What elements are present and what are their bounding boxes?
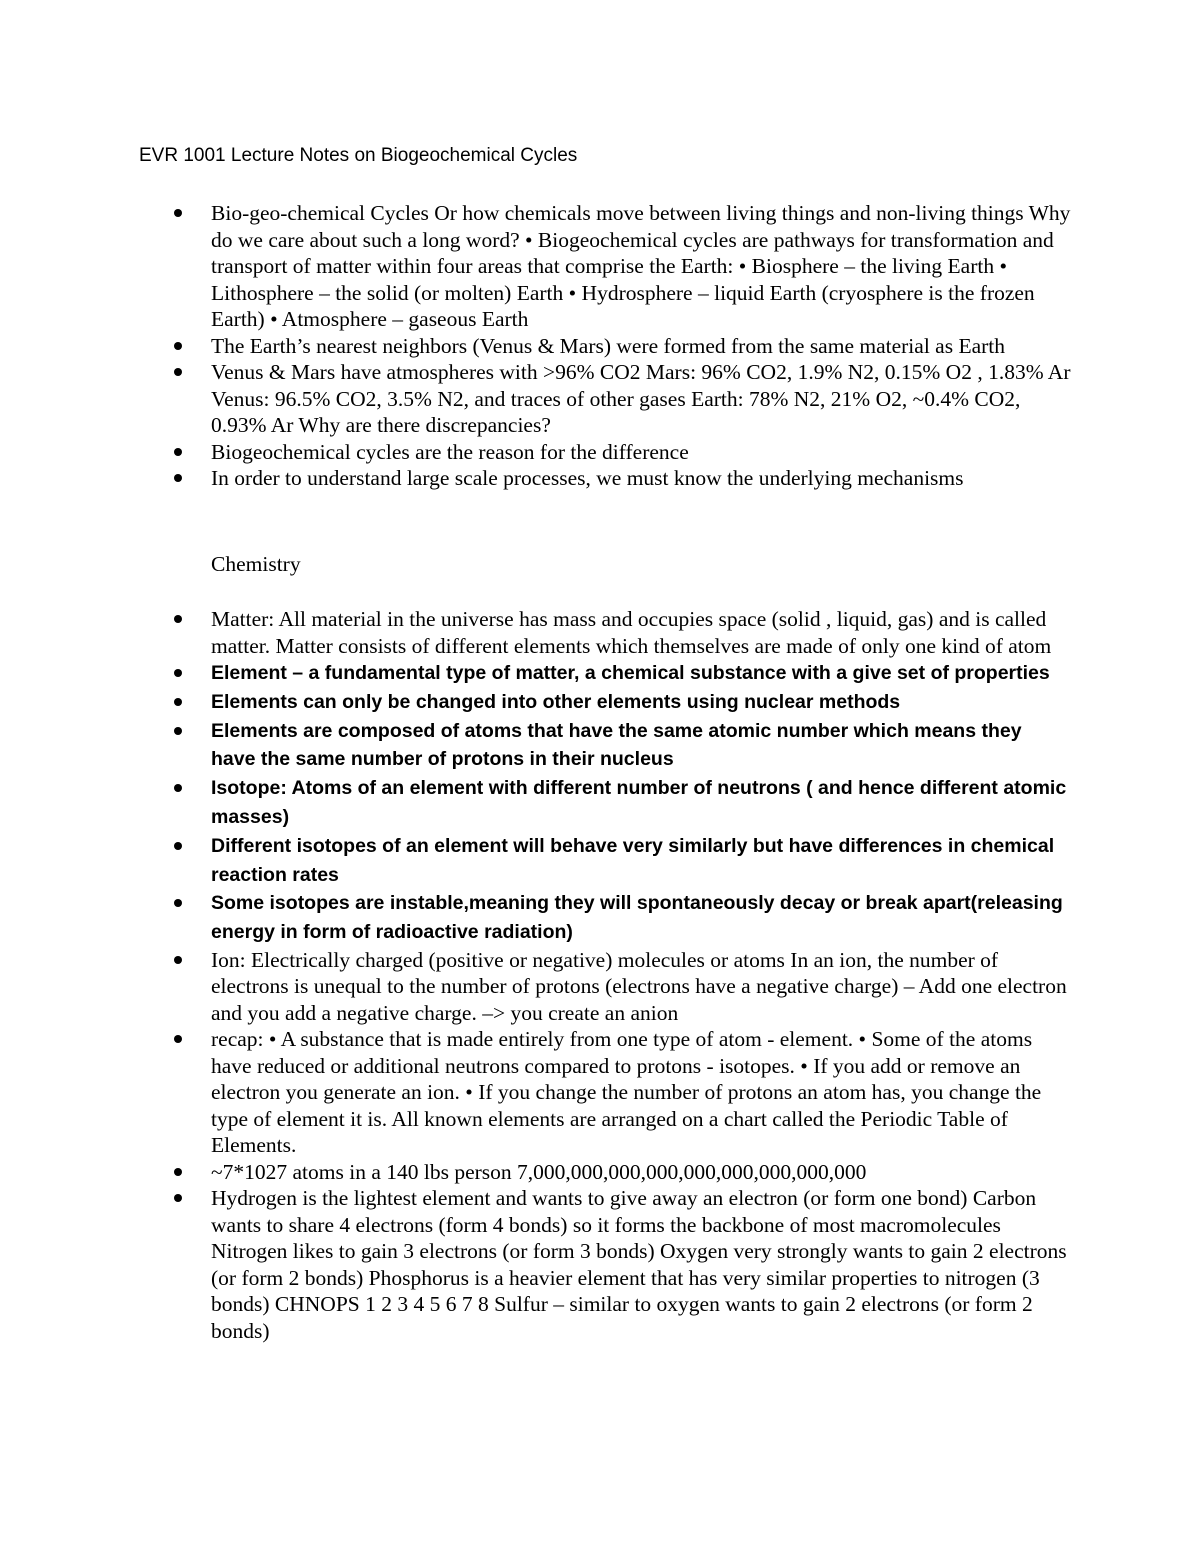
bullet-icon — [174, 899, 182, 907]
list-item — [211, 465, 1071, 492]
list-item-text: recap: • A substance that is made entirely from one type of atom - element. • Some of the atoms have reduced or additional neutrons compared to protons - isotopes. • If you add or remove an electron you generate an ion. • If you change the number of protons an atom has, you change the type of element it is. All known elements are arranged on a chart called the Periodic Table of Elements. — [211, 1027, 1042, 1158]
list-item-text: Biogeochemical cycles are the reason for the difference — [211, 439, 689, 464]
bullet-icon — [174, 368, 182, 376]
bullet-icon — [174, 669, 182, 677]
list-item-text: Elements can only be changed into other elements using nuclear methods — [211, 690, 901, 713]
list-item — [211, 947, 1071, 1027]
list-item-text: Venus & Mars have atmospheres with >96% CO2 Mars: 96% CO2, 1.9% N2, 0.15% O2 , 1.83% Ar Venus: 96.5% CO2, 3.5% N2, and traces of other gases Earth: 78% N2, 21% O2, ~0.4% CO2, 0.93% Ar Why are there discrepancies? — [211, 360, 1071, 437]
list-item-text: Hydrogen is the lightest element and wants to give away an electron (or form one bond) Carbon wants to share 4 electrons (form 4 bonds) so it forms the backbone of most macromolecules Nitrogen likes to gain 3 electrons (or form 3 bonds) Oxygen very strongly wants to gain 2 electrons (or form 2 bonds) Phosphorus is a heavier element that has very similar properties to nitrogen (3 bonds) CHNOPS 1 2 3 4 5 6 7 8 Sulfur – similar to oxygen wants to gain 2 electrons (or form 2 bonds) — [211, 1186, 1067, 1343]
list-item-text: Elements are composed of atoms that have the same atomic number which means they have the same number of protons in their nucleus — [211, 719, 1022, 771]
list-item — [211, 659, 1071, 688]
list-item — [211, 606, 1071, 659]
list-item-text: Ion: Electrically charged (positive or negative) molecules or atoms In an ion, the number of electrons is unequal to the number of protons (electrons have a negative charge) – Add one electron and you add a negative charge. –> you create an anion — [211, 947, 1067, 1025]
list-item-text: Isotope: Atoms of an element with different number of neutrons ( and hence different atomic masses) — [211, 777, 1067, 828]
list-item — [211, 774, 1071, 832]
bullet-icon — [174, 1194, 182, 1202]
bullet-icon — [174, 615, 182, 623]
chemistry-bullet-list — [211, 606, 1071, 1344]
list-item — [211, 717, 1071, 775]
list-item — [211, 889, 1071, 947]
list-item — [211, 1185, 1071, 1344]
list-item-text: ~7*1027 atoms in a 140 lbs person 7,000,000,000,000,000,000,000,000,000 — [211, 1159, 867, 1184]
list-item — [211, 832, 1071, 890]
list-item-text: Matter: All material in the universe has mass and occupies space (solid , liquid, gas) and is called matter. Matter consists of different elements which themselves are made of only one kind of atom — [211, 607, 1052, 658]
intro-bullet-list — [211, 200, 1071, 492]
section-heading: Chemistry — [211, 552, 301, 576]
bullet-icon — [174, 784, 182, 792]
list-item — [211, 1026, 1071, 1159]
list-item-text: Element – a fundamental type of matter, a chemical substance with a give set of properties — [211, 662, 1050, 684]
list-item — [211, 200, 1071, 333]
bullet-icon — [174, 474, 182, 482]
bullet-icon — [174, 342, 182, 350]
bullet-icon — [174, 956, 182, 964]
document-title: EVR 1001 Lecture Notes on Biogeochemical Cycles — [139, 145, 578, 166]
list-item-text: Some isotopes are instable,meaning they will spontaneously decay or break apart(releasing energy in form of radioactive radiation) — [211, 892, 1063, 944]
bullet-icon — [174, 448, 182, 456]
bullet-icon — [174, 1168, 182, 1176]
list-item — [211, 688, 1071, 717]
bullet-icon — [174, 727, 182, 735]
list-item-text: In order to understand large scale processes, we must know the underlying mechanisms — [211, 466, 964, 490]
bullet-icon — [174, 209, 182, 217]
list-item-text: Bio-geo-chemical Cycles Or how chemicals move between living things and non-living things Why do we care about such a long word? • Biogeochemical cycles are pathways for transformation and transport of matter within four areas that comprise the Earth: • Biosphere – the living Earth • Lithosphere – the solid (or molten) Earth • Hydrosphere – liquid Earth (cryosphere is the frozen Earth) • Atmosphere – gaseous Earth — [211, 201, 1071, 331]
list-item — [211, 1159, 1071, 1186]
list-item-text: The Earth’s nearest neighbors (Venus & Mars) were formed from the same material as Earth — [211, 333, 1006, 358]
bullet-icon — [174, 842, 182, 850]
bullet-icon — [174, 1035, 182, 1043]
list-item — [211, 359, 1071, 439]
bullet-icon — [174, 698, 182, 706]
list-item-text: Different isotopes of an element will behave very similarly but have differences in chemical reaction rates — [211, 834, 1055, 886]
list-item — [211, 333, 1071, 360]
list-item — [211, 439, 1071, 466]
